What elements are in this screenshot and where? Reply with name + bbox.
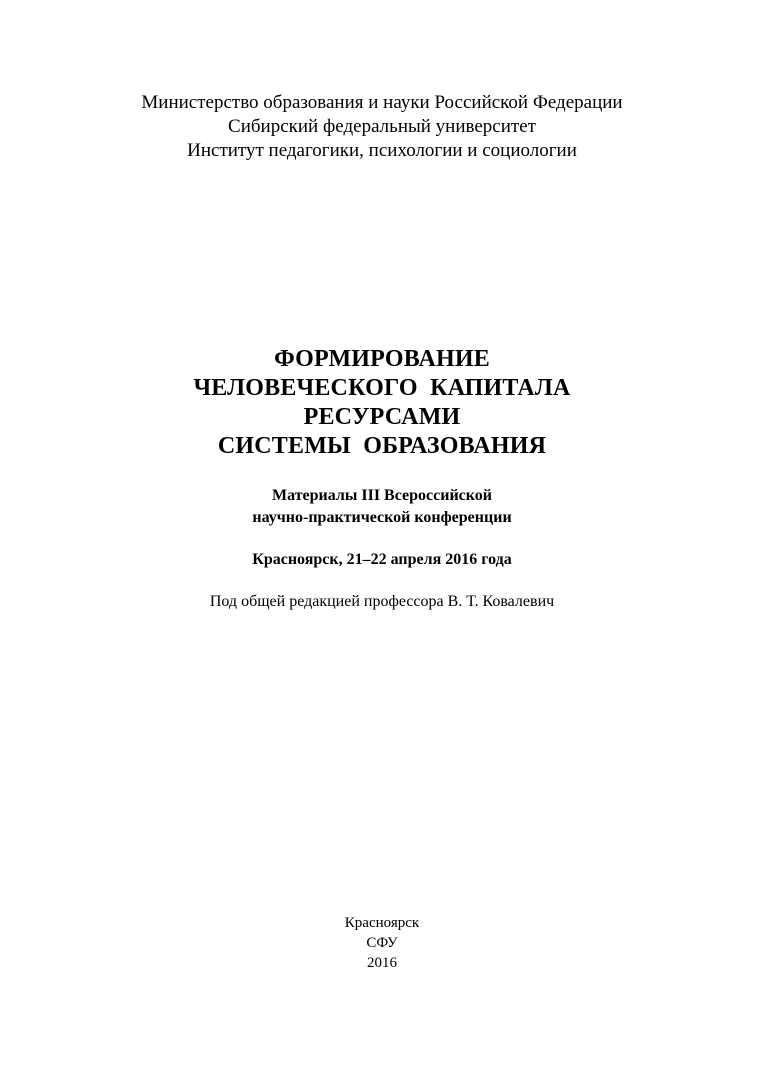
editor-line: Под общей редакцией профессора В. Т. Ковалевич bbox=[209, 593, 555, 610]
imprint bbox=[0, 913, 764, 973]
title-line: РЕСУРСАМИ bbox=[303, 404, 461, 430]
materials-line: Материалы III Всероссийской bbox=[272, 487, 492, 504]
title-line: СИСТЕМЫ ОБРАЗОВАНИЯ bbox=[217, 433, 547, 459]
institution-header bbox=[0, 91, 764, 163]
imprint-year: 2016 bbox=[367, 955, 397, 971]
imprint-publisher: СФУ bbox=[366, 935, 398, 951]
institute-name: Институт педагогики, психологии и социологии bbox=[187, 140, 577, 161]
title-line: ЧЕЛОВЕЧЕСКОГО КАПИТАЛА bbox=[193, 375, 571, 401]
university-name: Сибирский федеральный университет bbox=[228, 116, 536, 137]
materials-line: научно-практической конференции bbox=[252, 509, 512, 526]
conference-date: Красноярск, 21–22 апреля 2016 года bbox=[252, 551, 512, 568]
conference-materials bbox=[0, 485, 764, 529]
title-line: ФОРМИРОВАНИЕ bbox=[274, 346, 490, 372]
imprint-city: Красноярск bbox=[344, 915, 420, 931]
ministry-name: Министерство образования и науки Российской Федерации bbox=[141, 92, 623, 113]
document-title bbox=[0, 345, 764, 461]
